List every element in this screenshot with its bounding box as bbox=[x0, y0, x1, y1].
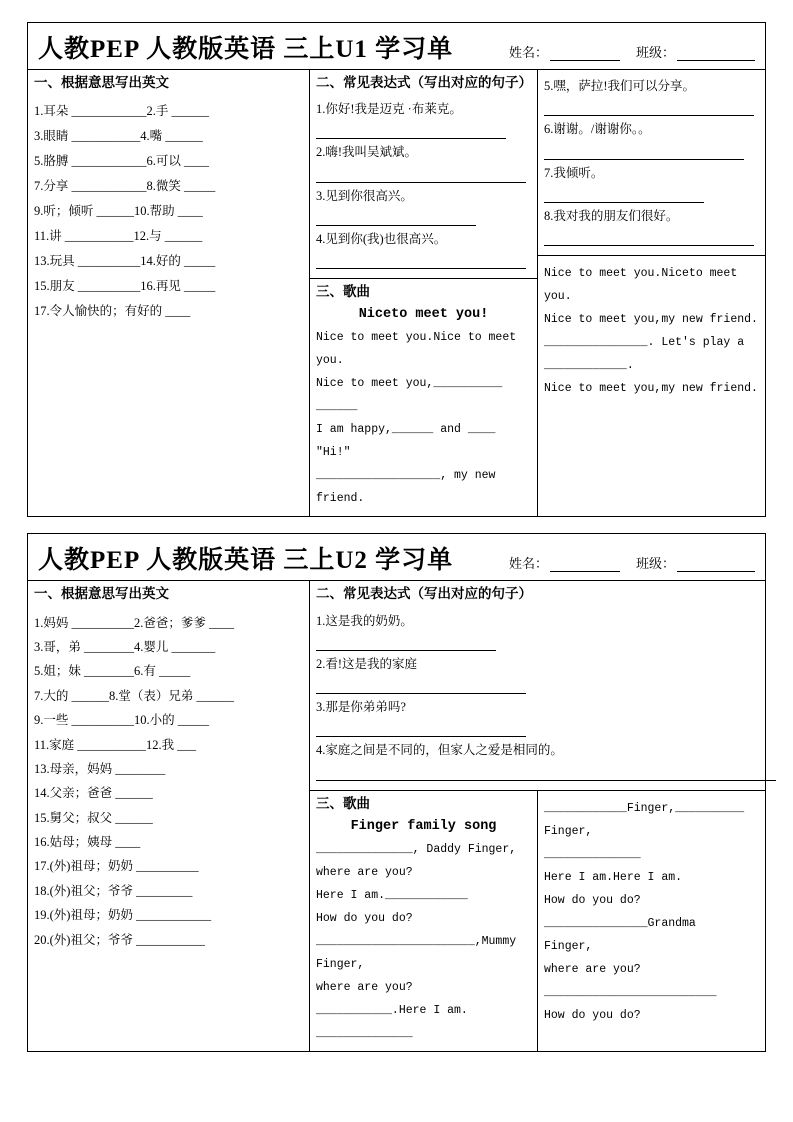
expr-item[interactable] bbox=[316, 229, 531, 269]
expr-answer-rule[interactable] bbox=[316, 208, 476, 226]
vocab-item[interactable]: 15.舅父；叔父 ______ bbox=[34, 810, 153, 825]
vocab-item[interactable]: 5.姐；妹 ________6.有 _____ bbox=[34, 664, 191, 679]
u1-song-lyrics-right bbox=[538, 256, 765, 406]
vocab-item[interactable]: 9.一些 __________10.小的 _____ bbox=[34, 713, 210, 728]
worksheet-u2 bbox=[27, 533, 766, 1051]
expr-item[interactable] bbox=[316, 740, 759, 780]
expr-answer-rule[interactable] bbox=[316, 633, 496, 651]
u1-vocab-title: 一、根据意思写出英文 bbox=[34, 75, 169, 90]
name-input-rule-u1[interactable] bbox=[550, 47, 620, 61]
lyric-line[interactable]: Nice to meet you,__________ bbox=[316, 377, 503, 391]
lyric-line[interactable]: How do you do? bbox=[544, 1008, 641, 1022]
expr-answer-rule[interactable] bbox=[544, 228, 754, 246]
sheet-header-u2 bbox=[28, 534, 765, 581]
vocab-item[interactable]: 1.耳朵 ____________2.手 ______ bbox=[34, 104, 210, 119]
expr-answer-rule[interactable] bbox=[544, 98, 754, 116]
class-field-u1[interactable] bbox=[636, 42, 755, 61]
expr-text: 1.你好!我是迈克 ·布莱克。 bbox=[316, 102, 462, 117]
lyric-line[interactable]: _______________Grandma bbox=[544, 916, 696, 930]
expr-text: 7.我倾听。 bbox=[544, 165, 604, 180]
u2-right-stack bbox=[310, 581, 765, 1050]
expr-answer-rule[interactable] bbox=[316, 121, 506, 139]
u2-expr-list bbox=[310, 607, 765, 790]
name-label-u1: 姓名： bbox=[508, 45, 548, 60]
page-title-u1: 人教PEP 人教版英语 三上U1 学习单 bbox=[38, 36, 454, 63]
lyric-line[interactable]: where are you? bbox=[544, 962, 641, 976]
u1-section-expressions bbox=[310, 70, 538, 516]
vocab-item[interactable]: 19.(外)祖母；奶奶 ____________ bbox=[34, 908, 212, 923]
u2-song-left bbox=[310, 791, 538, 1051]
class-label-u1: 班级： bbox=[635, 45, 675, 60]
u1-section-expressions-right bbox=[538, 70, 765, 516]
expr-text: 3.那是你弟弟吗? bbox=[316, 700, 406, 715]
lyric-line[interactable]: _______________. Let's play a bbox=[544, 336, 745, 349]
expr-text: 4.家庭之间是不同的，但家人之爱是相同的。 bbox=[316, 743, 563, 758]
expr-answer-rule[interactable] bbox=[316, 719, 526, 737]
expr-item[interactable] bbox=[544, 76, 759, 116]
expr-text: 8.我对我的朋友们很好。 bbox=[544, 208, 679, 223]
name-field-u2[interactable] bbox=[509, 553, 620, 572]
lyric-line[interactable]: Nice to meet you,my new friend. bbox=[544, 382, 758, 395]
u2-vocab-title: 一、根据意思写出英文 bbox=[34, 586, 169, 602]
u2-song-lyrics-left bbox=[310, 838, 537, 1051]
name-field-u1[interactable] bbox=[509, 42, 620, 61]
expr-text: 2.看!这是我的家庭 bbox=[316, 656, 418, 671]
u2-song-name: Finger family song bbox=[350, 818, 497, 834]
header-fields-u2 bbox=[509, 553, 755, 576]
expr-item[interactable] bbox=[316, 654, 759, 694]
u1-song-title-label: 三、歌曲 bbox=[316, 284, 370, 300]
lyric-line[interactable]: I am happy,______ and ____ "Hi!" bbox=[316, 423, 496, 460]
lyric-line[interactable]: __________________, my new friend. bbox=[316, 469, 496, 506]
expr-item[interactable] bbox=[544, 206, 759, 246]
u2-song-title-label: 三、歌曲 bbox=[316, 795, 370, 811]
lyric-line[interactable]: Here I am.____________ bbox=[316, 888, 468, 902]
expr-text: 3.见到你很高兴。 bbox=[316, 188, 413, 203]
u1-section-vocab bbox=[28, 70, 310, 516]
expr-item[interactable] bbox=[316, 142, 531, 182]
u1-vocab-list bbox=[28, 95, 309, 330]
expr-answer-rule[interactable] bbox=[316, 763, 776, 781]
class-label-u2: 班级： bbox=[635, 556, 675, 572]
expr-answer-rule[interactable] bbox=[544, 185, 704, 203]
lyric-line[interactable]: How do you do? bbox=[544, 893, 641, 907]
vocab-item[interactable]: 9.听；倾听 ______10.帮助 ____ bbox=[34, 204, 203, 219]
vocab-item[interactable]: 17.(外)祖母；奶奶 __________ bbox=[34, 859, 199, 874]
worksheet-u1 bbox=[27, 22, 766, 517]
lyric-line[interactable]: where are you? bbox=[316, 865, 413, 879]
lyric-line[interactable]: Finger, bbox=[316, 957, 365, 971]
lyric-line[interactable]: _______________________,Mummy bbox=[316, 934, 517, 948]
expr-answer-rule[interactable] bbox=[316, 165, 526, 183]
vocab-item[interactable]: 16.姑母；姨母 ____ bbox=[34, 835, 141, 850]
expr-item[interactable] bbox=[544, 163, 759, 203]
lyric-line[interactable]: _________________________ bbox=[544, 985, 717, 999]
class-input-rule-u1[interactable] bbox=[677, 47, 755, 61]
vocab-item[interactable]: 1.妈妈 __________2.爸爸；爹爹 ____ bbox=[34, 615, 235, 630]
lyric-line[interactable]: ____________Finger,__________ bbox=[544, 801, 745, 815]
lyric-line[interactable]: Nice to meet you.Niceto meet you. bbox=[544, 267, 738, 303]
lyric-line[interactable]: ___________.Here I am. bbox=[316, 1003, 468, 1017]
expr-item[interactable] bbox=[316, 186, 531, 226]
sheet-header-u1 bbox=[28, 23, 765, 70]
expr-answer-rule[interactable] bbox=[544, 142, 744, 160]
expr-text: 5.嘿，萨拉!我们可以分享。 bbox=[544, 79, 696, 93]
expr-item[interactable] bbox=[544, 119, 759, 159]
lyric-line[interactable]: where are you? bbox=[316, 980, 413, 994]
lyric-line[interactable]: ______ bbox=[316, 400, 358, 414]
expr-text: 4.见到你(我)也很高兴。 bbox=[316, 231, 447, 246]
expr-text: 6.谢谢。/谢谢你。。 bbox=[544, 122, 651, 137]
lyric-line[interactable]: Nice to meet you,my new friend. bbox=[544, 313, 758, 326]
lyric-line[interactable]: How do you do? bbox=[316, 911, 413, 925]
lyric-line[interactable]: Finger, bbox=[544, 824, 593, 838]
class-field-u2[interactable] bbox=[636, 553, 755, 572]
expr-item[interactable] bbox=[316, 697, 759, 737]
vocab-item[interactable]: 14.父亲；爸爸 ______ bbox=[34, 786, 153, 801]
u2-expr-title: 二、常见表达式（写出对应的句子） bbox=[316, 586, 532, 602]
vocab-item[interactable]: 7.分享 ____________8.微笑 _____ bbox=[34, 179, 216, 194]
lyric-line[interactable]: ______________, Daddy Finger, bbox=[316, 842, 517, 856]
vocab-item[interactable]: 3.哥，弟 ________4.婴儿 _______ bbox=[34, 640, 216, 655]
vocab-item[interactable]: 18.(外)祖父；爷爷 _________ bbox=[34, 883, 193, 898]
u2-song-columns bbox=[310, 791, 765, 1051]
vocab-item[interactable]: 11.家庭 ___________12.我 ___ bbox=[34, 737, 197, 752]
lyric-line[interactable]: ______________ bbox=[544, 847, 641, 861]
expr-item[interactable] bbox=[316, 99, 531, 139]
u1-expr-list-left bbox=[310, 95, 537, 278]
vocab-item[interactable]: 13.母亲，妈妈 ________ bbox=[34, 761, 166, 776]
expr-answer-rule[interactable] bbox=[316, 251, 526, 269]
u2-song-lyrics-right bbox=[538, 791, 764, 1033]
vocab-item[interactable]: 15.朋友 __________16.再见 _____ bbox=[34, 279, 216, 294]
u2-section-vocab bbox=[28, 581, 310, 1050]
expr-text: 2.嗨!我叫吴斌斌。 bbox=[316, 145, 418, 160]
vocab-item[interactable]: 13.玩具 __________14.好的 _____ bbox=[34, 254, 216, 269]
vocab-item[interactable]: 20.(外)祖父；爷爷 ___________ bbox=[34, 932, 205, 947]
vocab-item[interactable]: 11.讲 ___________12.与 ______ bbox=[34, 229, 203, 244]
u2-vocab-list bbox=[28, 607, 309, 958]
expr-text: 1.这是我的奶奶。 bbox=[316, 613, 413, 628]
vocab-item[interactable]: 3.眼睛 ___________4.嘴 ______ bbox=[34, 129, 203, 144]
u1-expr-title: 二、常见表达式（写出对应的句子） bbox=[316, 75, 532, 90]
u1-song-lyrics-left bbox=[310, 326, 537, 516]
vocab-item[interactable]: 17.令人愉快的；有好的 ____ bbox=[34, 304, 191, 319]
page-title-u2: 人教PEP 人教版英语 三上U2 学习单 bbox=[38, 547, 454, 575]
lyric-line[interactable]: ______________ bbox=[316, 1026, 413, 1040]
lyric-line[interactable]: Here I am.Here I am. bbox=[544, 870, 683, 884]
vocab-item[interactable]: 7.大的 ______8.堂（表）兄弟 ______ bbox=[34, 688, 235, 703]
expr-item[interactable] bbox=[316, 611, 759, 651]
u1-expr-list-right bbox=[538, 70, 765, 255]
name-label-u2: 姓名： bbox=[508, 556, 548, 572]
class-input-rule-u2[interactable] bbox=[677, 558, 755, 572]
u1-columns bbox=[28, 70, 765, 516]
u1-song-name: Niceto meet you! bbox=[358, 307, 489, 323]
name-input-rule-u2[interactable] bbox=[550, 558, 620, 572]
lyric-line[interactable]: Nice to meet you.Nice to meet you. bbox=[316, 331, 517, 368]
header-fields-u1 bbox=[509, 42, 755, 65]
lyric-line[interactable]: ____________. bbox=[544, 359, 634, 372]
vocab-item[interactable]: 5.胳膊 ____________6.可以 ____ bbox=[34, 154, 210, 169]
u2-columns bbox=[28, 581, 765, 1050]
lyric-line[interactable]: Finger, bbox=[544, 939, 593, 953]
u2-song-right bbox=[538, 791, 764, 1051]
expr-answer-rule[interactable] bbox=[316, 676, 526, 694]
